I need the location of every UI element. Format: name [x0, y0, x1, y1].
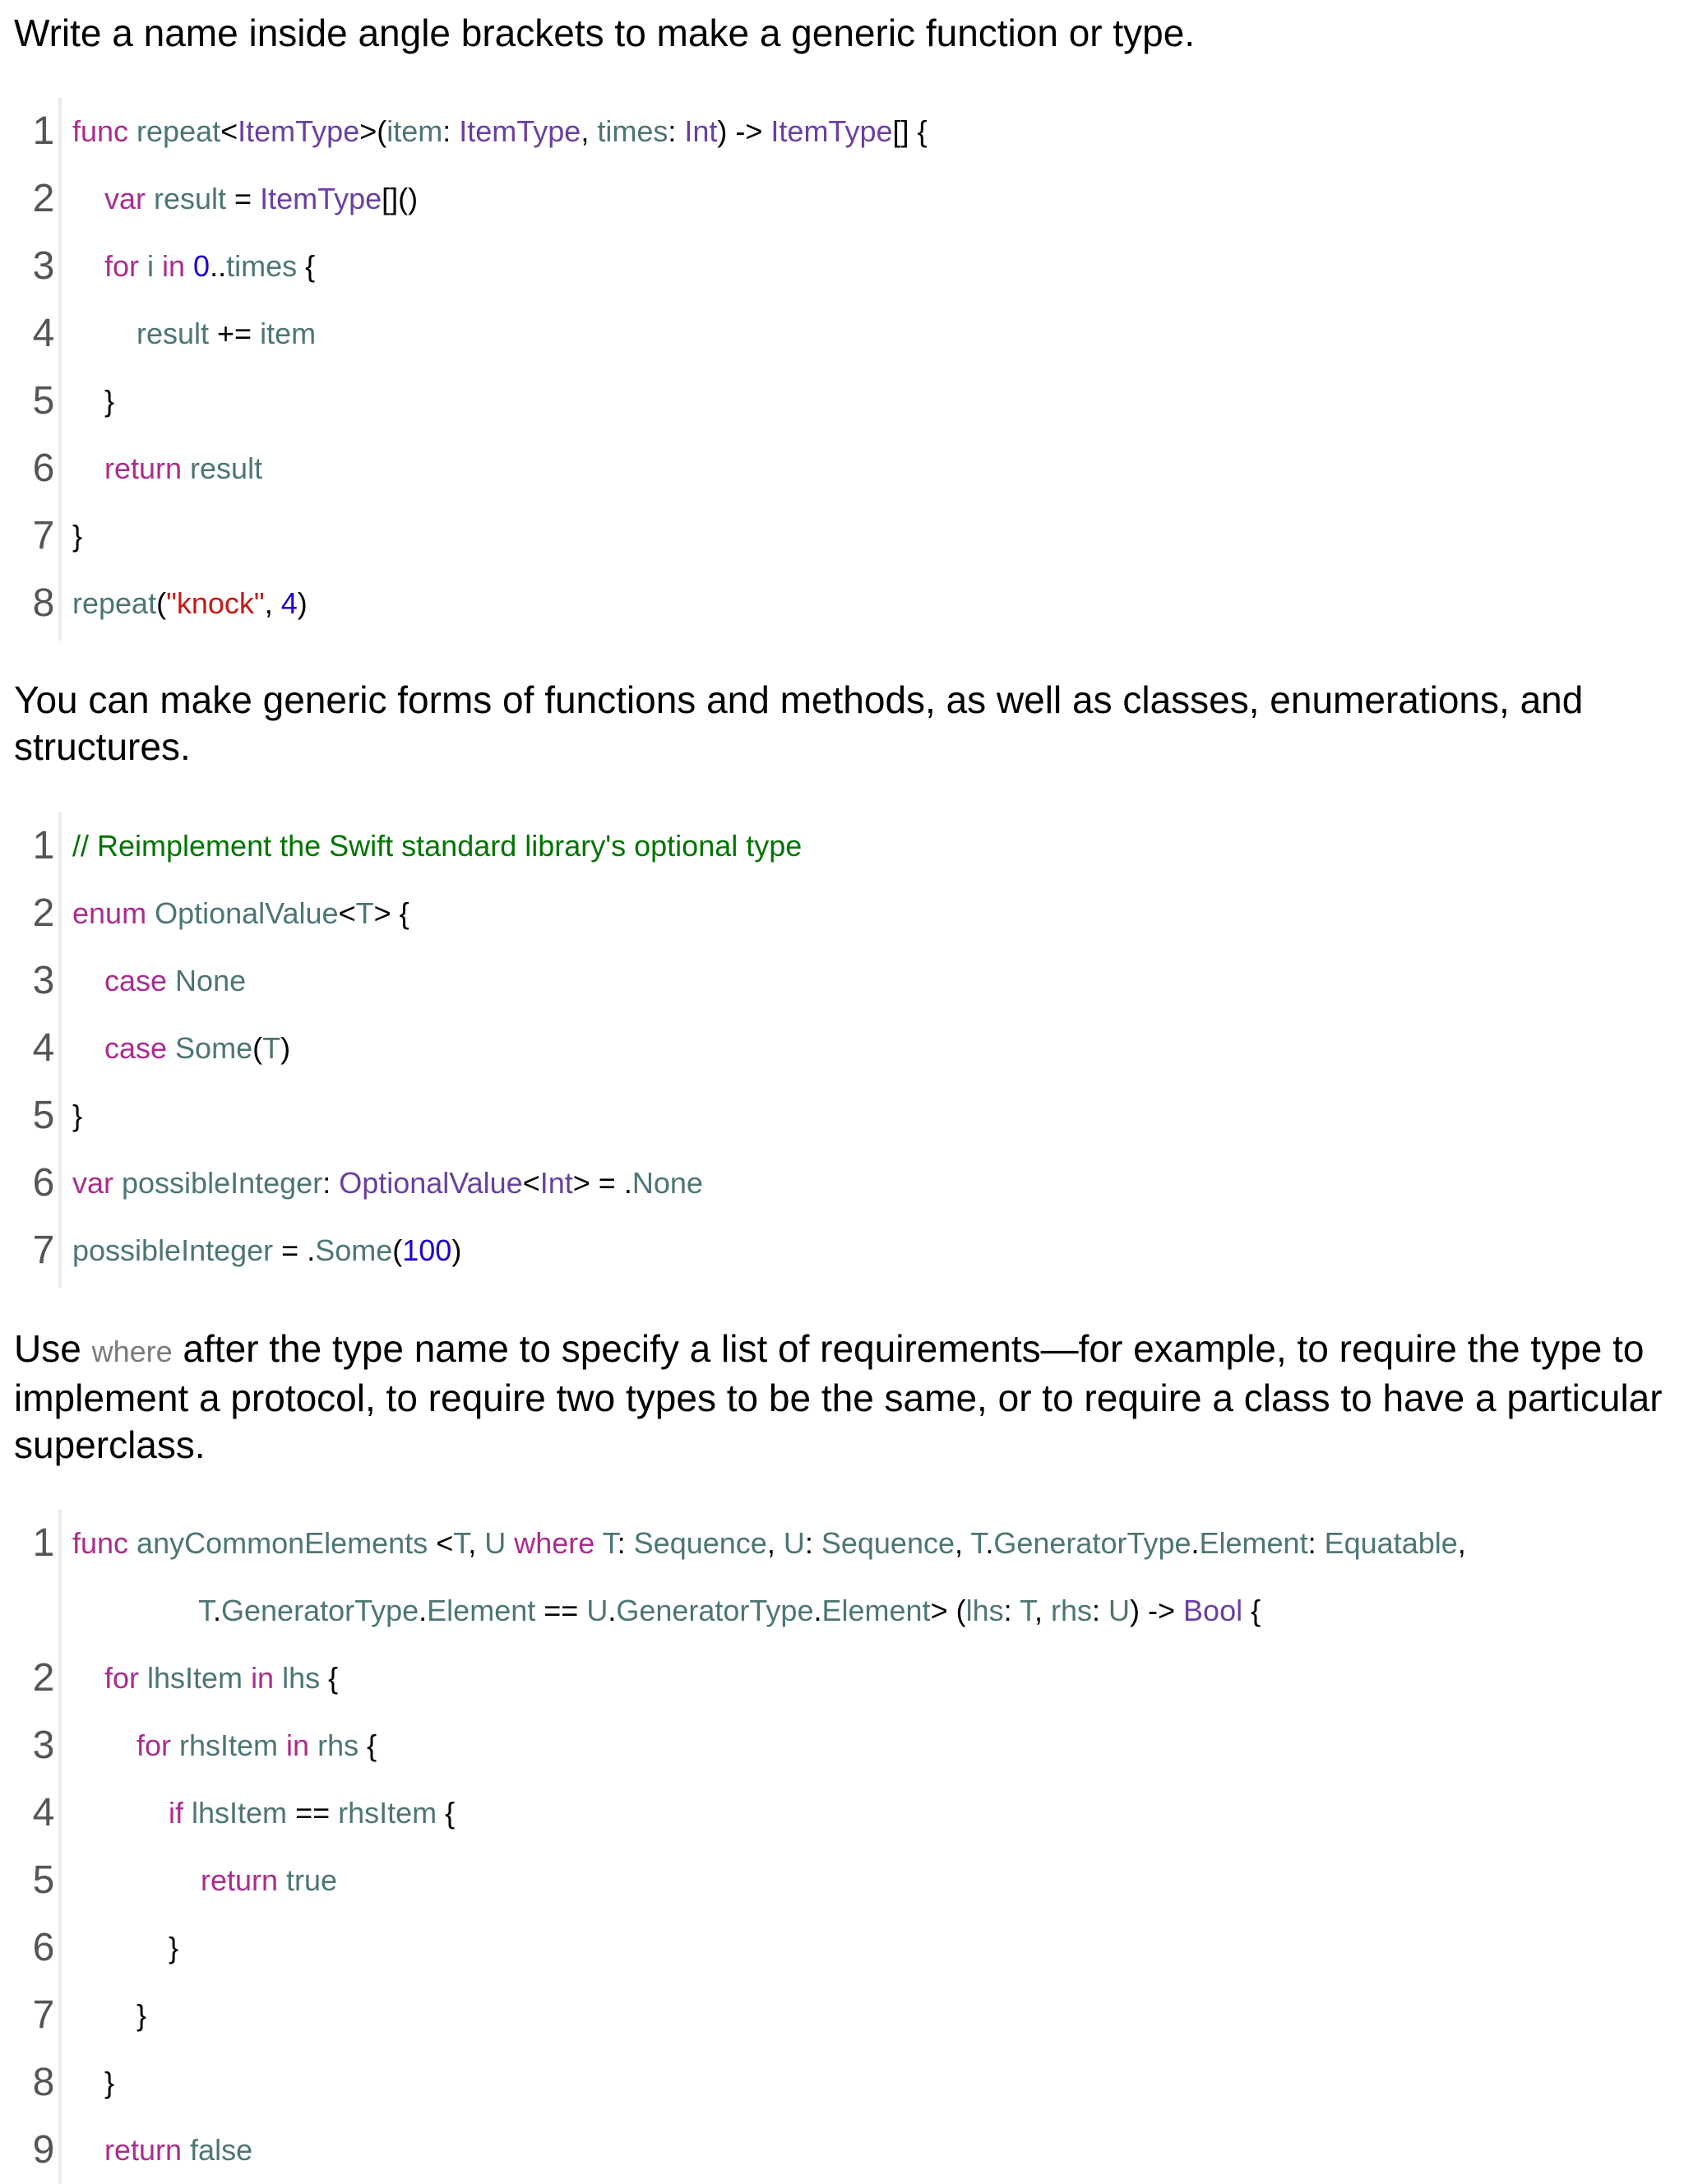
identifier-token: result	[136, 317, 210, 350]
punctuation-token: :	[804, 1526, 821, 1560]
code-line	[29, 435, 1665, 502]
line-number: 3	[32, 1724, 55, 1767]
code-line	[29, 880, 1665, 947]
code-line	[29, 1217, 1665, 1284]
identifier-token: T	[453, 1526, 469, 1560]
punctuation-token: }	[104, 384, 115, 418]
identifier-token: repeat	[136, 114, 221, 148]
code-text	[104, 2117, 252, 2184]
code-line	[29, 165, 1665, 233]
code-text	[72, 502, 82, 570]
code-line	[29, 233, 1665, 300]
keyword-token: enum	[72, 896, 155, 930]
identifier-token: i	[147, 249, 163, 283]
code-line	[29, 98, 1665, 165]
keyword-token: for	[136, 1728, 180, 1762]
code-text	[104, 2049, 114, 2117]
punctuation-token: }	[136, 1998, 147, 2032]
punctuation-token: (	[156, 586, 167, 620]
identifier-token: Sequence	[633, 1526, 767, 1560]
line-number: 1	[32, 109, 55, 153]
type-token: ItemType	[260, 182, 382, 215]
identifier-token: item	[386, 114, 443, 148]
line-number: 1	[32, 824, 55, 868]
identifier-token: Some	[315, 1233, 393, 1267]
punctuation-token: ,	[766, 1526, 784, 1560]
line-number: 4	[32, 312, 55, 355]
type-token: Int	[684, 114, 718, 148]
code-line	[29, 1914, 1665, 1982]
code-line	[29, 1982, 1665, 2049]
keyword-token: func	[72, 114, 137, 148]
punctuation-token: )	[280, 1031, 291, 1065]
code-text	[72, 1150, 703, 1217]
punctuation-token: ) ->	[717, 114, 771, 148]
code-line	[29, 1510, 1665, 1577]
keyword-token: in	[251, 1661, 283, 1695]
identifier-token: None	[175, 964, 247, 997]
line-number: 9	[32, 2128, 55, 2172]
line-number: 5	[32, 1094, 55, 1137]
punctuation-token: {	[437, 1796, 456, 1830]
keyword-token: return	[104, 2133, 191, 2167]
code-text	[201, 1847, 337, 1914]
line-number: 1	[32, 1521, 55, 1565]
punctuation-token: ,	[1457, 1526, 1466, 1560]
identifier-token: possibleInteger	[72, 1233, 274, 1267]
identifier-token: U	[783, 1526, 805, 1560]
code-text	[136, 1982, 146, 2049]
line-number: 2	[32, 177, 55, 220]
line-number: 7	[32, 1993, 55, 2037]
where-paragraph	[14, 1326, 1667, 1469]
identifier-token: lhsItem	[192, 1796, 288, 1830]
punctuation-token: }	[72, 1099, 83, 1132]
punctuation-token: }	[104, 2066, 115, 2099]
punctuation-token: .	[985, 1526, 994, 1560]
code-text	[169, 1914, 178, 1982]
punctuation-token: ,	[954, 1526, 971, 1560]
identifier-token: GeneratorType	[993, 1526, 1191, 1560]
code-text	[72, 880, 409, 947]
code-text	[104, 947, 246, 1015]
identifier-token: item	[260, 317, 317, 350]
punctuation-token: <	[220, 114, 238, 148]
punctuation-token: <	[428, 1526, 454, 1560]
punctuation-token: :	[617, 1526, 634, 1560]
code-line	[29, 1150, 1665, 1217]
punctuation-token: :	[442, 114, 460, 148]
punctuation-token: ..	[210, 249, 227, 283]
punctuation-token: :	[1092, 1594, 1109, 1627]
keyword-token: case	[104, 964, 176, 997]
code-text	[104, 165, 418, 233]
code-text	[104, 368, 114, 435]
punctuation-token: [] {	[892, 114, 928, 148]
punctuation-token: }	[169, 1931, 179, 1964]
line-number: 4	[32, 1026, 55, 1070]
punctuation-token: =	[226, 182, 261, 215]
keyword-token: in	[286, 1728, 318, 1762]
identifier-token: T	[355, 896, 374, 930]
keyword-token: var	[72, 1166, 123, 1200]
identifier-token: GeneratorType	[616, 1594, 814, 1627]
code-line	[29, 1082, 1665, 1150]
line-number: 8	[32, 2061, 55, 2104]
punctuation-token: ,	[1034, 1594, 1051, 1627]
code-text	[104, 1015, 290, 1082]
code-line	[29, 1847, 1665, 1914]
punctuation-token: )	[451, 1233, 462, 1267]
punctuation-token: >(	[359, 114, 387, 148]
identifier-token: times	[226, 249, 298, 283]
code-text	[104, 435, 262, 502]
identifier-token: Equatable	[1324, 1526, 1458, 1560]
keyword-token: where	[514, 1526, 603, 1560]
code-text	[72, 1510, 1466, 1577]
code-block-repeat	[29, 98, 1665, 641]
type-token: ItemType	[459, 114, 581, 148]
where-paragraph-rest: after the type name to specify a list of requirements—for example, to require the type to implement a protocol, to require two types to be the same, or to require a class to have a particular superclass.	[14, 1327, 1663, 1466]
number-token: 4	[280, 586, 298, 620]
punctuation-token: = .	[273, 1233, 316, 1267]
punctuation-token: (	[252, 1031, 263, 1065]
code-line	[29, 502, 1665, 570]
type-token: ItemType	[770, 114, 893, 148]
line-number: 2	[32, 891, 55, 935]
punctuation-token: ,	[264, 586, 281, 620]
punctuation-token: ,	[468, 1526, 485, 1560]
identifier-token: true	[286, 1863, 338, 1897]
identifier-token: lhs	[965, 1594, 1004, 1627]
identifier-token: Element	[427, 1594, 536, 1627]
line-number: 3	[32, 959, 55, 1002]
identifier-token: Element	[1199, 1526, 1308, 1560]
identifier-token: GeneratorType	[221, 1594, 419, 1627]
code-text	[72, 812, 802, 880]
code-line	[29, 2049, 1665, 2117]
punctuation-token: > (	[930, 1594, 966, 1627]
identifier-token: Element	[821, 1594, 931, 1627]
identifier-token: U	[1108, 1594, 1131, 1627]
identifier-token: rhs	[1050, 1594, 1092, 1627]
generics-paragraph: You can make generic forms of functions and methods, as well as classes, enumerations, and structures.	[14, 678, 1584, 768]
punctuation-token: :	[668, 114, 685, 148]
number-token: 100	[402, 1233, 452, 1267]
line-number: 5	[32, 1858, 55, 1902]
line-number: 7	[32, 1228, 55, 1272]
identifier-token: repeat	[72, 586, 157, 620]
type-token: OptionalValue	[339, 1166, 523, 1200]
punctuation-token: .	[213, 1594, 222, 1627]
identifier-token: T	[970, 1526, 986, 1560]
code-block-any-common-elements	[29, 1510, 1665, 2184]
string-token: "knock"	[166, 586, 265, 620]
punctuation-token: .	[419, 1594, 428, 1627]
code-text	[72, 1217, 461, 1284]
identifier-token: None	[632, 1166, 703, 1200]
identifier-token: U	[484, 1526, 515, 1560]
punctuation-token: {	[359, 1728, 377, 1762]
punctuation-token: .	[813, 1594, 822, 1627]
punctuation-token: ==	[287, 1796, 339, 1830]
punctuation-token: :	[322, 1166, 340, 1200]
punctuation-token: .	[608, 1594, 617, 1627]
line-number: 3	[32, 244, 55, 288]
keyword-token: in	[162, 249, 194, 283]
punctuation-token: :	[1003, 1594, 1020, 1627]
keyword-token: for	[104, 249, 148, 283]
punctuation-token: .	[1191, 1526, 1200, 1560]
line-number: 5	[32, 379, 55, 423]
type-token: Bool	[1183, 1594, 1243, 1627]
code-text	[169, 1779, 455, 1847]
code-text	[72, 570, 308, 637]
code-block-optional	[29, 812, 1665, 1288]
line-number: 2	[32, 1656, 55, 1700]
identifier-token: T	[602, 1526, 618, 1560]
identifier-token: anyCommonElements	[136, 1526, 428, 1560]
keyword-token: case	[104, 1031, 176, 1065]
identifier-token: Some	[175, 1031, 253, 1065]
identifier-token: lhsItem	[147, 1661, 252, 1695]
code-line	[29, 1645, 1665, 1712]
identifier-token: U	[586, 1594, 608, 1627]
identifier-token: possibleInteger	[122, 1166, 323, 1200]
code-text-continuation	[198, 1577, 1261, 1645]
comment-token: // Reimplement the Swift standard library's optional type	[72, 829, 803, 863]
punctuation-token: +=	[209, 317, 261, 350]
code-line	[29, 1577, 1665, 1645]
identifier-token: false	[190, 2133, 253, 2167]
keyword-token: func	[72, 1526, 137, 1560]
code-text	[104, 1645, 338, 1712]
identifier-token: T	[1019, 1594, 1034, 1627]
code-text	[104, 233, 315, 300]
identifier-token: rhsItem	[338, 1796, 437, 1830]
punctuation-token: {	[320, 1661, 339, 1695]
line-number: 6	[32, 1161, 55, 1205]
code-line	[29, 1015, 1665, 1082]
keyword-token: return	[201, 1863, 287, 1897]
identifier-token: times	[597, 114, 669, 148]
code-line	[29, 2117, 1665, 2184]
inline-code-where: where	[91, 1335, 173, 1368]
line-number: 6	[32, 1926, 55, 1969]
punctuation-token: (	[392, 1233, 403, 1267]
punctuation-token: > {	[373, 896, 409, 930]
identifier-token: rhsItem	[179, 1728, 287, 1762]
line-number: 7	[32, 514, 55, 558]
keyword-token: for	[104, 1661, 148, 1695]
punctuation-token: :	[1307, 1526, 1325, 1560]
code-line	[29, 947, 1665, 1015]
punctuation-token: {	[1242, 1594, 1261, 1627]
punctuation-token: {	[297, 249, 316, 283]
intro-paragraph: Write a name inside angle brackets to make a generic function or type.	[14, 12, 1196, 54]
code-text	[72, 98, 928, 165]
type-token: ItemType	[238, 114, 360, 148]
code-line	[29, 1779, 1665, 1847]
line-number: 6	[32, 447, 55, 490]
identifier-token: rhs	[317, 1728, 359, 1762]
identifier-token: lhs	[282, 1661, 321, 1695]
code-text	[72, 1082, 82, 1150]
keyword-token: var	[104, 182, 155, 215]
punctuation-token: []()	[382, 182, 419, 215]
punctuation-token: }	[72, 519, 83, 553]
number-token: 0	[193, 249, 210, 283]
identifier-token: Sequence	[821, 1526, 955, 1560]
code-line	[29, 368, 1665, 435]
code-text	[136, 300, 316, 368]
type-token: Int	[539, 1166, 573, 1200]
punctuation-token: ) ->	[1130, 1594, 1184, 1627]
punctuation-token: > = .	[572, 1166, 632, 1200]
keyword-token: return	[104, 451, 191, 485]
keyword-token: if	[169, 1796, 192, 1830]
punctuation-token: )	[297, 586, 308, 620]
punctuation-token: ,	[581, 114, 598, 148]
identifier-token: T	[262, 1031, 281, 1065]
identifier-token: T	[198, 1594, 213, 1627]
punctuation-token: <	[338, 896, 356, 930]
code-line	[29, 570, 1665, 637]
code-text	[136, 1712, 377, 1779]
identifier-token: result	[154, 182, 227, 215]
punctuation-token: ==	[535, 1594, 587, 1627]
line-number: 4	[32, 1791, 55, 1835]
punctuation-token: <	[522, 1166, 540, 1200]
code-line	[29, 1712, 1665, 1779]
identifier-token: result	[190, 451, 263, 485]
where-paragraph-lead: Use	[14, 1327, 92, 1370]
identifier-token: OptionalValue	[155, 896, 339, 930]
line-number: 8	[32, 581, 55, 625]
code-line	[29, 812, 1665, 880]
code-line	[29, 300, 1665, 368]
